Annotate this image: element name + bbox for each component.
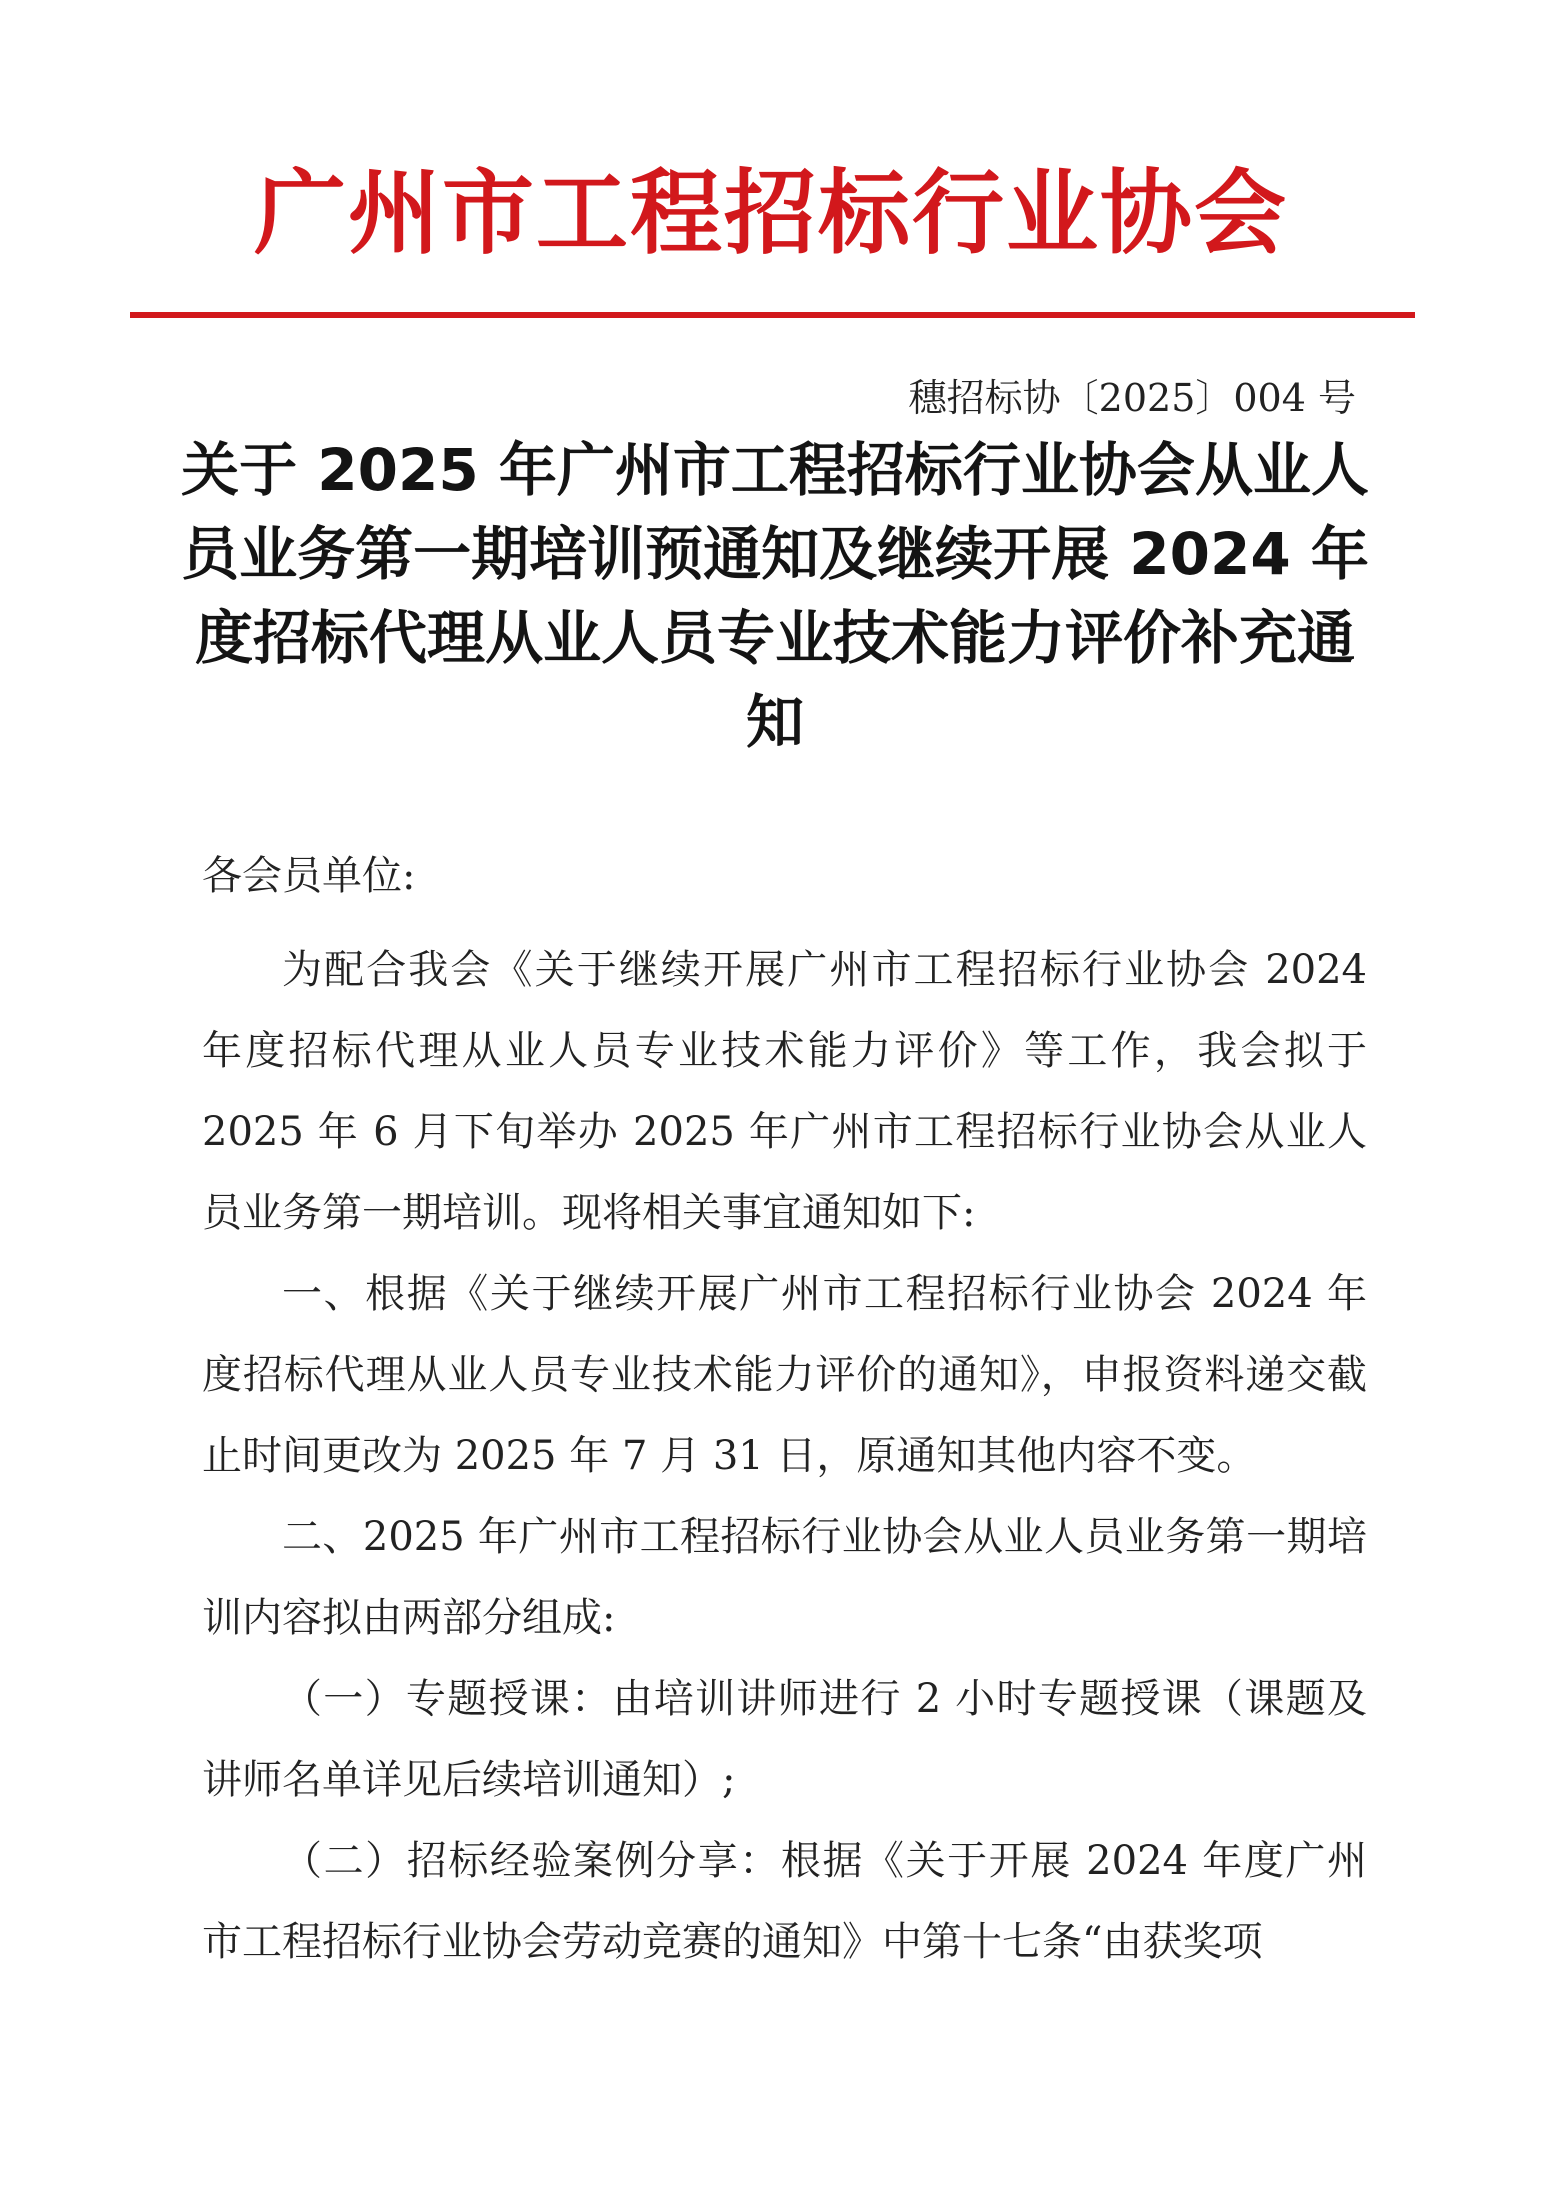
document-body xyxy=(202,930,1367,1983)
paragraph-item-2: 二、2025 年广州市工程招标行业协会从业人员业务第一期培训内容拟由两部分组成: xyxy=(202,1514,1367,1641)
letterhead-red-divider xyxy=(130,312,1415,318)
paragraph-intro: 为配合我会《关于继续开展广州市工程招标行业协会 2024 年度招标代理从业人员专业技术能力评价》等工作，我会拟于 2025 年 6 月下旬举办 2025 年广州市工程招标行业协会从业人员业务第一期培训。现将相关事宜通知如下: xyxy=(202,947,1367,1236)
paragraph-item-1: 一、根据《关于继续开展广州市工程招标行业协会 2024 年度招标代理从业人员专业技术能力评价的通知》，申报资料递交截止时间更改为 2025 年 7 月 31 日，原通知其他内容不变。 xyxy=(202,1271,1367,1479)
document-title: 关于 2025 年广州市工程招标行业协会从业人员业务第一期培训预通知及继续开展 2024 年度招标代理从业人员专业技术能力评价补充通知 xyxy=(181,436,1369,756)
paragraph-subitem-1: （一）专题授课：由培训讲师进行 2 小时专题授课（课题及讲师名单详见后续培训通知）; xyxy=(202,1676,1367,1803)
paragraph-subitem-2: （二）招标经验案例分享：根据《关于开展 2024 年度广州市工程招标行业协会劳动竞赛的通知》中第十七条“由获奖项 xyxy=(202,1838,1367,1965)
document-number: 穗招标协〔2025〕004 号 xyxy=(908,376,1356,420)
salutation: 各会员单位: xyxy=(202,853,416,899)
org-letterhead-title: 广州市工程招标行业协会 xyxy=(253,159,1288,267)
